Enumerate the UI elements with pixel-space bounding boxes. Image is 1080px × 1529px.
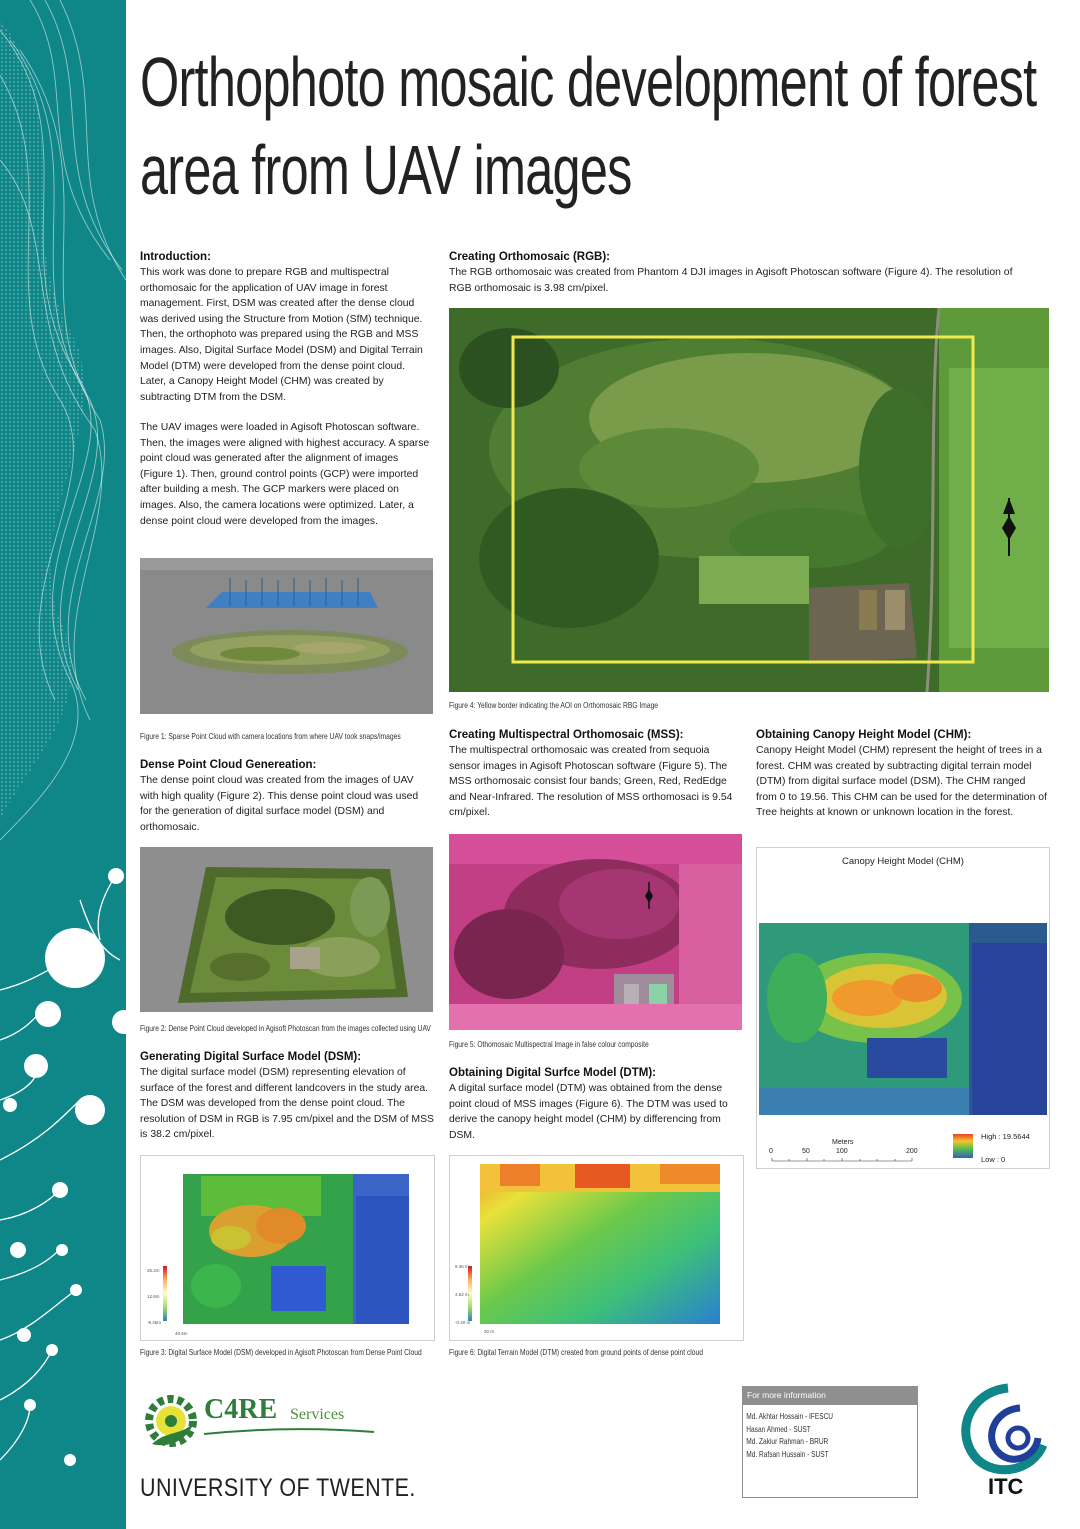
info-heading: For more information (742, 1386, 918, 1404)
intro-paragraph-2: The UAV images were loaded in Agisoft Photoscan software. Then, the images were aligned with highest accuracy. A sparse point cloud was generated after the alignment of images (Figure 1). Then, ground control points (GCP) were imported after building a mesh. The GCP markers were placed on images. Also, the camera locations were optimized. Later, a dense point cloud were developed from the images. (140, 422, 430, 527)
dsm-scale-bar: 40.6m (175, 1331, 188, 1336)
chm-scale-tick-100: 100 (836, 1148, 848, 1155)
chm-legend-high: High : 19.5644 (981, 1132, 1030, 1141)
c4re-swoosh (204, 1426, 374, 1438)
sparse-cloud-graphic (140, 558, 433, 714)
intro-paragraph-1: This work was done to prepare RGB and multispectral orthomosaic for the application of UAV image in forest management. First, DSM was created after the dense cloud was derived using the Structure from Motion (SfM) technique. Then, the orthophoto was prepared using the RGB and MSS images. Also, Digital Surface Model (DSM) and Digital Terrain Model (DTM) were developed from the dense point cloud. Later, a Canopy Height Model (CHM) was created by subtracting DTM from the DSM. (140, 267, 423, 403)
figure-2-dense-point-cloud (140, 847, 433, 1012)
chm-map-title: Canopy Height Model (CHM) (842, 856, 964, 867)
author-1: Md. Akhtar Hossain - IFESCU (746, 1412, 834, 1421)
chm-legend-low: Low : 0 (981, 1155, 1006, 1164)
dtm-text: A digital surface model (DTM) was obtained from the dense point cloud of MSS images (Figure 6). The DTM was used to derive the canopy height model (CHM) by differencing from DSM. (449, 1083, 728, 1141)
dtm-heading: Obtaining Digital Surfce Model (DTM): (449, 1067, 656, 1079)
figure-6-dtm (449, 1155, 744, 1341)
figure-3-caption: Figure 3: Digital Surface Model (DSM) developed in Agisoft Photoscan from Dense Point Cloud (140, 1347, 422, 1357)
figure-2-caption: Figure 2: Dense Point Cloud developed in Agisoft Photoscan from the images collected using UAV (140, 1023, 431, 1033)
author-3: Md. Zakiur Rahman - BRUR (746, 1437, 829, 1446)
info-box (742, 1404, 918, 1498)
wave-decoration (0, 0, 126, 1529)
dsm-legend-mid: 12.8m (147, 1294, 160, 1299)
c4re-services: Services (290, 1406, 345, 1423)
figure-1-caption: Figure 1: Sparse Point Cloud with camera locations from where UAV took snaps/images (140, 731, 401, 741)
dsm-legend-low: -9.46m (147, 1320, 162, 1325)
itc-logo (948, 1380, 1058, 1505)
mss-graphic (449, 834, 742, 1030)
itc-swirl-icon (948, 1380, 1058, 1480)
chm-scale-tick-200: 200 (906, 1148, 918, 1155)
dtm-legend-mid: 4.62 m (455, 1292, 469, 1297)
chm-text: Canopy Height Model (CHM) represent the height of trees in a forest. CHM was created by subtracting digital terrain model (DTM) from digital surface model (DSM). The CHM ranged from 0 to 19.56. This CHM can be used for the determination of Tree heights at known or unknown location in the forest. (756, 745, 1047, 819)
rgb-orthomosaic-graphic (449, 308, 1049, 692)
rgb-text: The RGB orthomosaic was created from Phantom 4 DJI images in Agisoft Photoscan software (Figure 4). The resolution of RGB orthomosaic is 3.98 cm/pixel. (449, 267, 1013, 294)
chm-heading: Obtaining Canopy Height Model (CHM): (756, 729, 972, 741)
dsm-graphic (141, 1156, 434, 1340)
chm-raster-graphic (757, 848, 1049, 1168)
figure-5-mss (449, 834, 742, 1030)
author-4: Md. Rafsan Hussain - SUST (746, 1449, 829, 1459)
dsm-heading: Generating Digital Surface Model (DSM): (140, 1051, 362, 1063)
dtm-scale-bar: 30 m (484, 1329, 495, 1334)
c4re-logo (142, 1392, 372, 1452)
dense-cloud-text: The dense point cloud was created from the images of UAV with high quality (Figure 2). This dense point cloud was used for the generation of digital surface model (DSM) and orthomosaic. (140, 775, 419, 833)
title-line-1: Orthophoto mosaic development of forest (140, 43, 1037, 121)
mss-heading: Creating Multispectral Orthomosaic (MSS): (449, 729, 684, 741)
intro-heading: Introduction: (140, 251, 211, 263)
itc-wordmark: ITC (988, 1474, 1024, 1499)
figure-5-caption: Figure 5: Othomosaic Multispectral Image in false colour composite (449, 1039, 649, 1049)
dtm-legend-high: 9.36 m (455, 1264, 469, 1269)
c4re-wordmark: C4RE (204, 1394, 278, 1425)
mss-text: The multispectral orthomosaic was created from sequoia sensor images in Agisoft Photoscan software (Figure 5). The MSS orthomosaic consist four bands; Green, Red, RedEdge and Near-Infrared. The resolution of MSS orthomosaci is 9.54 cm/pixel. (449, 745, 733, 819)
dense-cloud-graphic (140, 847, 433, 1012)
author-2: Hasan Ahmed - SUST (746, 1424, 811, 1434)
university-of-twente-logo: UNIVERSITY OF TWENTE. (140, 1474, 416, 1502)
dtm-legend-low: -0.40 m (455, 1320, 471, 1325)
gear-leaf-icon (142, 1392, 200, 1450)
chm-scale-tick-50: 50 (802, 1148, 810, 1155)
dtm-graphic (450, 1156, 743, 1340)
figure-6-caption: Figure 6: Digital Terrain Model (DTM) created from ground points of dense point cloud (449, 1347, 703, 1357)
title-line-2: area from UAV images (140, 131, 632, 209)
dsm-text: The digital surface model (DSM) representing elevation of surface of the forest and different landcovers in the study area. The DSM was developed from the dense point cloud. The resolution of DSM in RGB is 7.95 cm/pixel and the DSM of MSS is 38.2 cm/pixel. (140, 1067, 434, 1141)
dsm-legend-high: 35.2m (147, 1268, 160, 1273)
decorative-sidebar (0, 0, 126, 1529)
dense-cloud-heading: Dense Point Cloud Genereation: (140, 759, 317, 771)
chm-map (756, 847, 1050, 1169)
figure-4-rgb-orthomosaic (449, 308, 1049, 692)
figure-4-caption: Figure 4: Yellow border indicating the AOI on Orthomosaic RBG Image (449, 700, 659, 710)
figure-1-sparse-point-cloud (140, 558, 433, 714)
chm-scale-tick-0: 0 (769, 1148, 773, 1155)
chm-scale-label: Meters (832, 1139, 854, 1146)
poster-title (140, 38, 1037, 214)
figure-3-dsm (140, 1155, 435, 1341)
rgb-heading: Creating Orthomosaic (RGB): (449, 251, 611, 263)
